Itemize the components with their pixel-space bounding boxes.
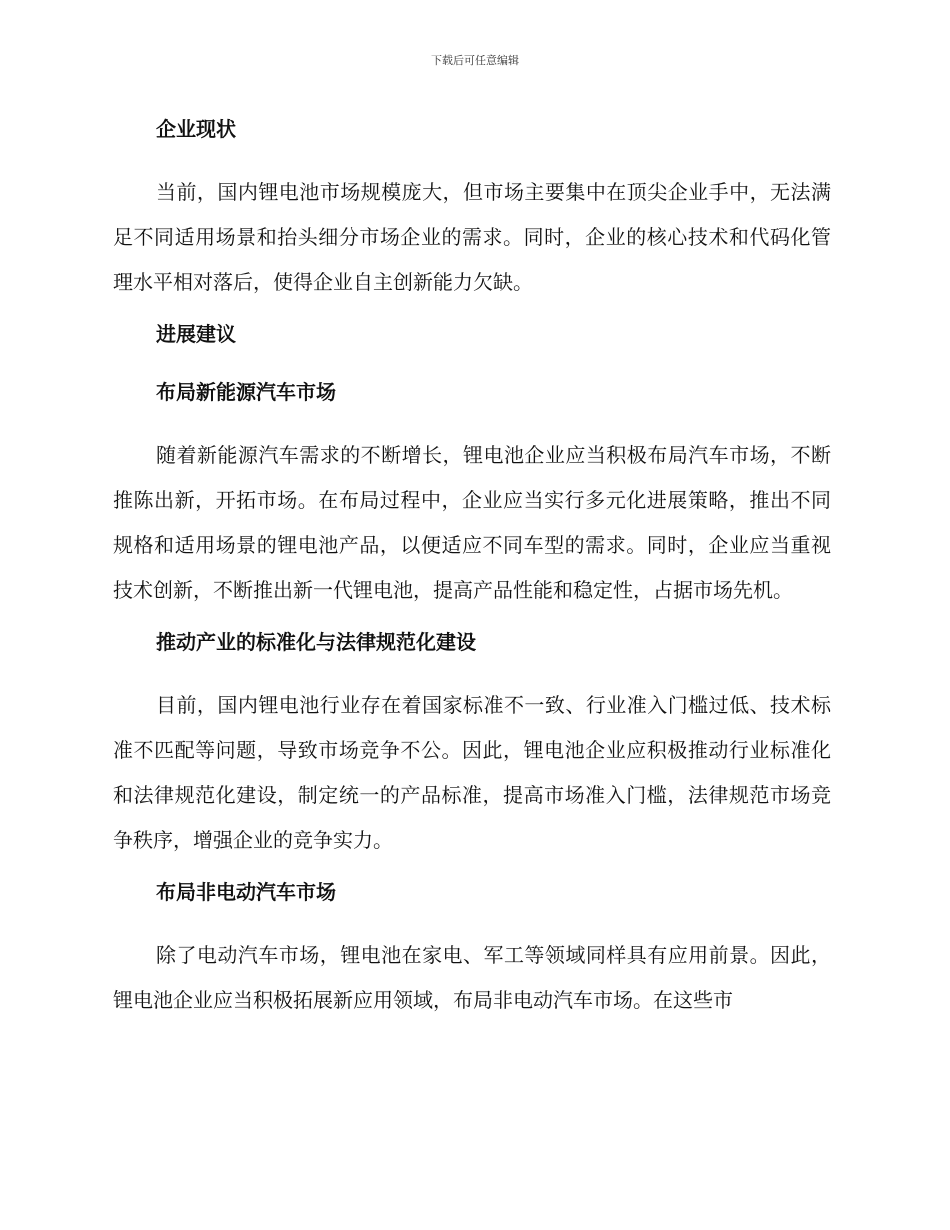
subheading-standardization: 推动产业的标准化与法律规范化建设 (156, 630, 476, 654)
paragraph-current-status: 当前，国内锂电池市场规模庞大，但市场主要集中在顶尖企业手中，无法满足不同适用场景和抬头细分市场企业的需求。同时，企业的核心技术和代码化管理水平相对落后，使得企业自主创新能力欠缺。 (113, 180, 831, 294)
subheading-nev-market: 布局新能源汽车市场 (156, 380, 336, 404)
paragraph-non-ev-market: 除了电动汽车市场，锂电池在家电、军工等领域同样具有应用前景。因此，锂电池企业应当积极拓展新应用领域，布局非电动汽车市场。在这些市 (113, 943, 831, 1012)
section-heading-current-status: 企业现状 (156, 117, 236, 141)
subheading-non-ev-market: 布局非电动汽车市场 (156, 880, 336, 904)
page-header: 下载后可任意编辑 (431, 54, 519, 67)
section-heading-recommendations: 进展建议 (156, 322, 236, 346)
document-body (113, 112, 831, 1035)
paragraph-standardization: 目前，国内锂电池行业存在着国家标准不一致、行业准入门槛过低、技术标准不匹配等问题，导致市场竞争不公。因此，锂电池企业应积极推动行业标准化和法律规范化建设，制定统一的产品标准，提高市场准入门槛，法律规范市场竞争秩序，增强企业的竞争实力。 (113, 693, 831, 852)
paragraph-nev-market: 随着新能源汽车需求的不断增长，锂电池企业应当积极布局汽车市场，不断推陈出新，开拓市场。在布局过程中，企业应当实行多元化进展策略，推出不同规格和适用场景的锂电池产品，以便适应不同车型的需求。同时，企业应当重视技术创新，不断推出新一代锂电池，提高产品性能和稳定性，占据市场先机。 (113, 443, 831, 602)
